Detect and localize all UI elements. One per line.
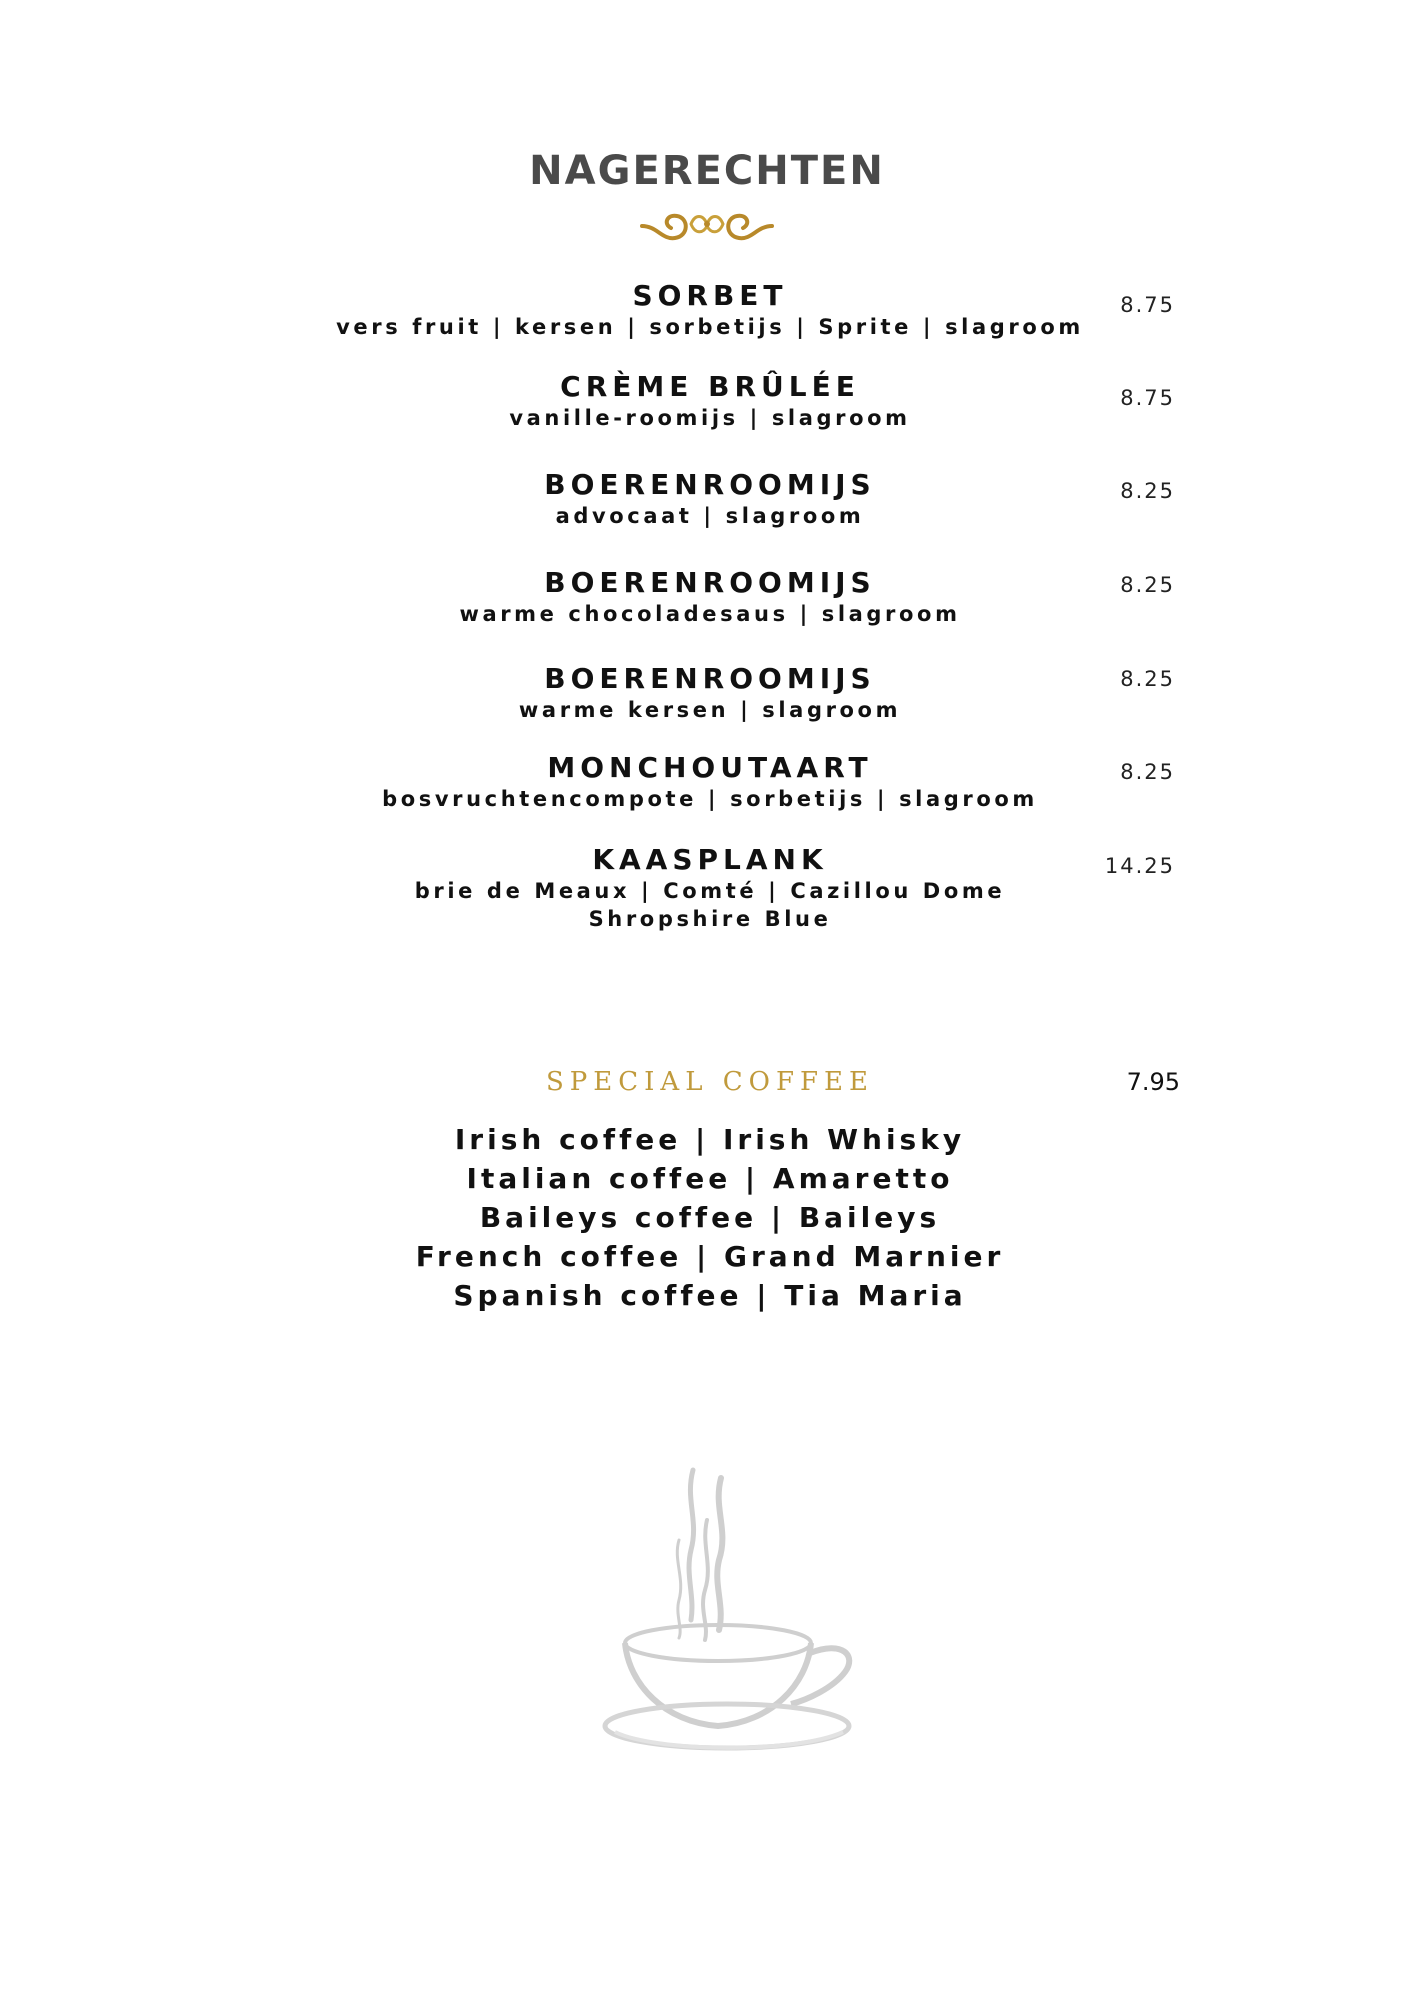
steaming-coffee-cup-icon [595,1460,865,1760]
item-description: advocaat | slagroom [555,504,865,528]
item-name: BOERENROOMIJS [544,662,876,695]
item-name: SORBET [632,279,788,312]
item-price: 8.25 [1120,479,1175,503]
item-name: CRÈME BRÛLÉE [560,370,860,403]
item-price: 14.25 [1104,854,1175,878]
item-description: bosvruchtencompote | sorbetijs | slagroom [382,787,1038,811]
menu-item-creme-brulee [320,370,1100,432]
coffee-line: Spanish coffee | Tia Maria [453,1279,967,1312]
menu-item-sorbet [320,279,1100,341]
menu-item-monchoutaart [320,751,1100,813]
item-description: brie de Meaux | Comté | Cazillou Dome Shropshire Blue [414,879,1006,931]
item-description: warme kersen | slagroom [518,698,902,722]
special-coffee-price: 7.95 [1126,1068,1180,1096]
item-description: vanille-roomijs | slagroom [509,406,911,430]
item-name: KAASPLANK [592,843,828,876]
item-price: 8.75 [1120,293,1175,317]
item-price: 8.25 [1120,573,1175,597]
item-description: warme chocoladesaus | slagroom [459,602,961,626]
page-title: NAGERECHTEN [529,148,885,194]
coffee-line: Baileys coffee | Baileys [479,1201,941,1234]
item-price: 8.75 [1120,386,1175,410]
item-name: BOERENROOMIJS [544,468,876,501]
item-price: 8.25 [1120,667,1175,691]
menu-item-boerenroomijs-advocaat [320,468,1100,530]
coffee-line: French coffee | Grand Marnier [415,1240,1005,1273]
menu-item-boerenroomijs-chocolade [320,566,1100,628]
item-name: BOERENROOMIJS [544,566,876,599]
item-price: 8.25 [1120,760,1175,784]
coffee-line: Irish coffee | Irish Whisky [454,1123,966,1156]
menu-item-kaasplank [320,843,1100,933]
coffee-line: Italian coffee | Amaretto [466,1162,954,1195]
menu-item-boerenroomijs-kersen [320,662,1100,724]
item-name: MONCHOUTAART [547,751,873,784]
gold-flourish-divider-icon [407,200,1007,250]
special-coffee-heading: SPECIAL COFFEE [545,1067,874,1097]
item-description: vers fruit | kersen | sorbetijs | Sprite | slagroom [336,315,1084,339]
special-coffee-list [320,1120,1100,1315]
